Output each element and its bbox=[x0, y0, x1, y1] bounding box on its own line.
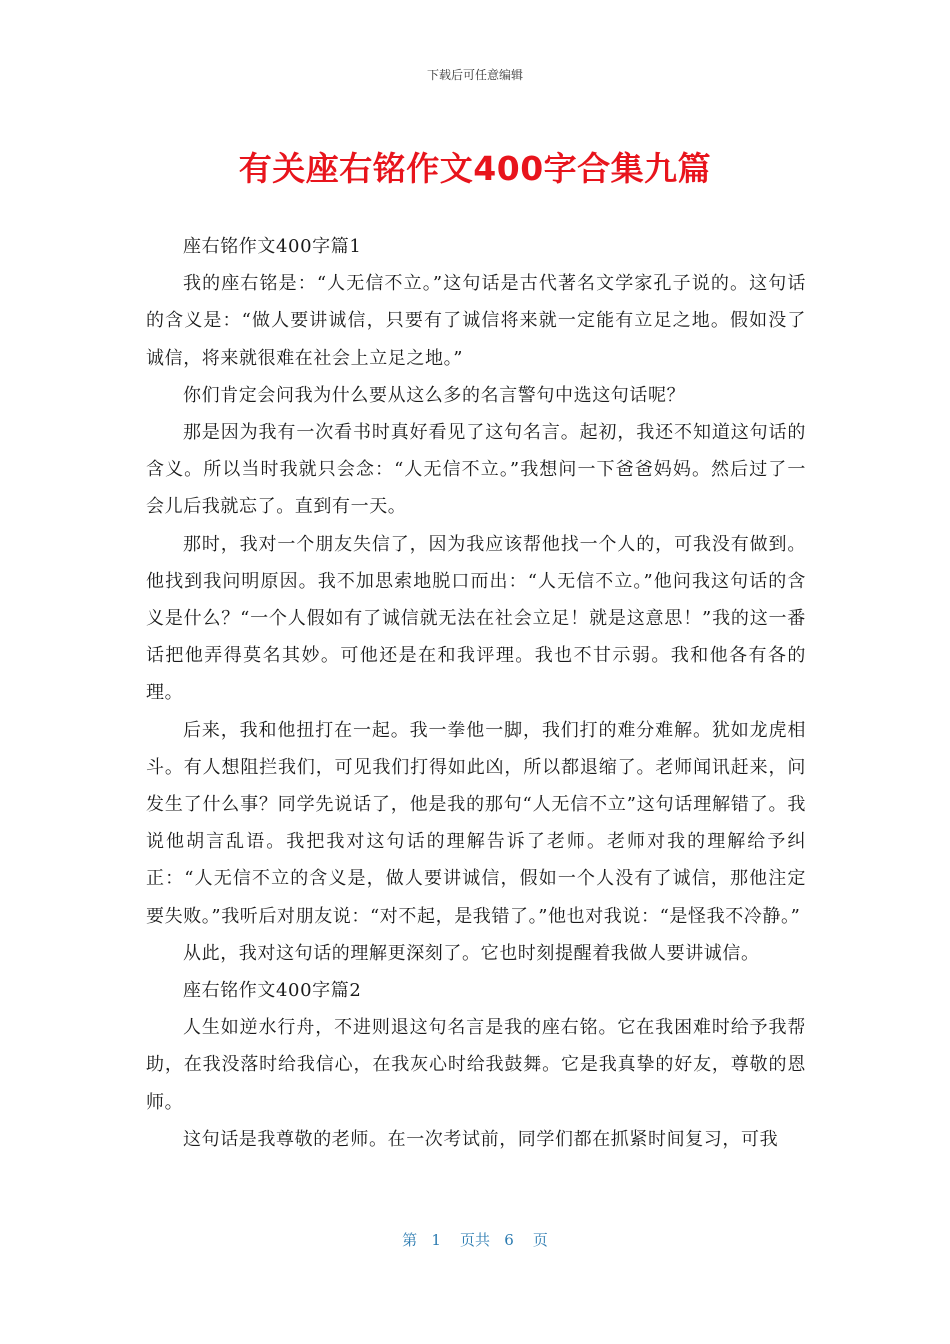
paragraph: 人生如逆水行舟，不进则退这句名言是我的座右铭。它在我困难时给予我帮助，在我没落时给我信心，在我灰心时给我鼓舞。它是我真挚的好友，尊敬的恩师。 bbox=[146, 1017, 806, 1113]
header-note: 下载后可任意编辑 bbox=[426, 68, 523, 82]
section-heading-1: 座右铭作文400字篇1 bbox=[183, 236, 362, 257]
paragraph: 那是因为我有一次看书时真好看见了这句名言。起初，我还不知道这句话的含义。所以当时我就只会念：“人无信不立。”我想问一下爸爸妈妈。然后过了一会儿后我就忘了。直到有一天。 bbox=[146, 422, 806, 518]
paragraph: 你们肯定会问我为什么要从这么多的名言警句中选这句话呢？ bbox=[183, 384, 686, 406]
document-title: 有关座右铭作文400字合集九篇 bbox=[238, 149, 712, 188]
page-number-footer: 第 1 页共 6 页 bbox=[402, 1231, 548, 1249]
paragraph: 从此，我对这句话的理解更深刻了。它也时刻提醒着我做人要讲诚信。 bbox=[183, 942, 760, 964]
paragraph: 我的座右铭是：“人无信不立。”这句话是古代著名文学家孔子说的。这句话的含义是：“做人要讲诚信，只要有了诚信将来就一定能有立足之地。假如没了诚信，将来就很难在社会上立足之地。” bbox=[146, 273, 806, 369]
section-heading-2: 座右铭作文400字篇2 bbox=[183, 980, 362, 1002]
document-body bbox=[146, 228, 806, 1158]
paragraph: 那时，我对一个朋友失信了，因为我应该帮他找一个人的，可我没有做到。他找到我问明原因。我不加思索地脱口而出：“人无信不立。”他问我这句话的含义是什么？“一个人假如有了诚信就无法在社会立足！就是这意思！”我的这一番话把他弄得莫名其妙。可他还是在和我评理。我也不甘示弱。我和他各有各的理。 bbox=[146, 533, 806, 704]
paragraph: 这句话是我尊敬的老师。在一次考试前，同学们都在抓紧时间复习，可我 bbox=[183, 1128, 779, 1150]
paragraph: 后来，我和他扭打在一起。我一拳他一脚，我们打的难分难解。犹如龙虎相斗。有人想阻拦我们，可见我们打得如此凶，所以都退缩了。老师闻讯赶来，问发生了什么事？同学先说话了，他是我的那句“人无信不立”这句话理解错了。我说他胡言乱语。我把我对这句话的理解告诉了老师。老师对我的理解给予纠正：“人无信不立的含义是，做人要讲诚信，假如一个人没有了诚信，那他注定要失败。”我听后对朋友说：“对不起，是我错了。”他也对我说：“是怪我不冷静。” bbox=[146, 719, 806, 927]
